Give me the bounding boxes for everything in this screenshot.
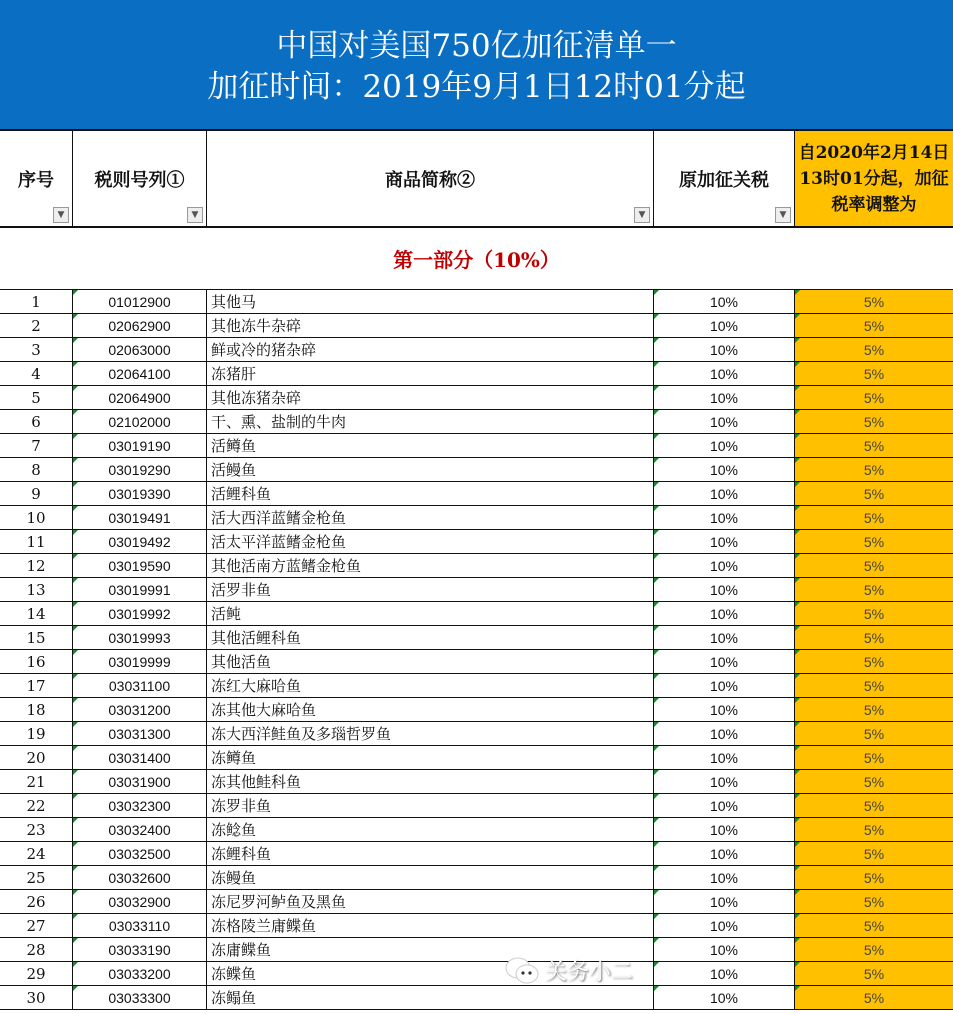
orig-tariff-cell[interactable]: 10% (654, 554, 795, 577)
name-cell[interactable]: 冻其他大麻哈鱼 (207, 698, 654, 721)
name-cell[interactable]: 干、熏、盐制的牛肉 (207, 410, 654, 433)
table-body (0, 290, 953, 1010)
filter-dropdown-icon[interactable]: ▼ (53, 207, 69, 223)
name-cell[interactable]: 冻猪肝 (207, 362, 654, 385)
seq-cell[interactable]: 13 (0, 578, 73, 601)
adjusted-tariff-cell[interactable]: 5% (795, 794, 953, 817)
adjusted-tariff-cell[interactable]: 5% (795, 338, 953, 361)
adjusted-tariff-cell[interactable]: 5% (795, 626, 953, 649)
adjusted-tariff-cell[interactable]: 5% (795, 674, 953, 697)
seq-cell[interactable]: 30 (0, 986, 73, 1009)
header-adjusted-tariff (795, 131, 953, 226)
header-label: 自2020年2月14日13时01分起，加征税率调整为 (798, 142, 950, 215)
table-row (0, 746, 953, 770)
code-cell[interactable]: 03019491 (73, 506, 207, 529)
code-cell[interactable]: 03033300 (73, 986, 207, 1009)
orig-tariff-cell[interactable]: 10% (654, 842, 795, 865)
name-cell[interactable]: 活大西洋蓝鳍金枪鱼 (207, 506, 654, 529)
code-cell[interactable]: 03032400 (73, 818, 207, 841)
sheet-title (0, 0, 953, 131)
seq-cell[interactable]: 11 (0, 530, 73, 553)
adjusted-tariff-cell[interactable]: 5% (795, 746, 953, 769)
seq-cell[interactable]: 24 (0, 842, 73, 865)
code-cell[interactable]: 03033110 (73, 914, 207, 937)
table-row (0, 410, 953, 434)
adjusted-tariff-cell[interactable]: 5% (795, 770, 953, 793)
adjusted-tariff-cell[interactable]: 5% (795, 842, 953, 865)
name-cell[interactable]: 冻鳗鱼 (207, 866, 654, 889)
seq-cell[interactable]: 6 (0, 410, 73, 433)
orig-tariff-cell[interactable]: 10% (654, 314, 795, 337)
header-label: 商品简称② (385, 169, 475, 191)
name-cell[interactable]: 冻红大麻哈鱼 (207, 674, 654, 697)
seq-cell[interactable]: 21 (0, 770, 73, 793)
seq-cell[interactable]: 26 (0, 890, 73, 913)
adjusted-tariff-cell[interactable]: 5% (795, 722, 953, 745)
code-cell[interactable]: 02102000 (73, 410, 207, 433)
seq-cell[interactable]: 20 (0, 746, 73, 769)
name-cell[interactable]: 冻鳎鱼 (207, 986, 654, 1009)
table-row (0, 434, 953, 458)
code-cell[interactable]: 03019492 (73, 530, 207, 553)
name-cell[interactable]: 冻大西洋鲑鱼及多瑙哲罗鱼 (207, 722, 654, 745)
adjusted-tariff-cell[interactable]: 5% (795, 482, 953, 505)
code-cell[interactable]: 03031400 (73, 746, 207, 769)
code-cell[interactable]: 01012900 (73, 290, 207, 313)
code-cell[interactable]: 03033190 (73, 938, 207, 961)
code-cell[interactable]: 03032900 (73, 890, 207, 913)
seq-cell[interactable]: 15 (0, 626, 73, 649)
orig-tariff-cell[interactable]: 10% (654, 626, 795, 649)
table-row (0, 338, 953, 362)
seq-cell[interactable]: 16 (0, 650, 73, 673)
header-label: 税则号列① (94, 169, 185, 191)
adjusted-tariff-cell[interactable]: 5% (795, 650, 953, 673)
table-row (0, 554, 953, 578)
seq-cell[interactable]: 5 (0, 386, 73, 409)
table-row (0, 362, 953, 386)
orig-tariff-cell[interactable]: 10% (654, 530, 795, 553)
seq-cell[interactable]: 17 (0, 674, 73, 697)
code-cell[interactable]: 03031300 (73, 722, 207, 745)
name-cell[interactable]: 冻鲤科鱼 (207, 842, 654, 865)
adjusted-tariff-cell[interactable]: 5% (795, 530, 953, 553)
name-cell[interactable]: 活鲤科鱼 (207, 482, 654, 505)
adjusted-tariff-cell[interactable]: 5% (795, 818, 953, 841)
name-cell[interactable]: 冻罗非鱼 (207, 794, 654, 817)
table-row (0, 818, 953, 842)
name-cell[interactable]: 活鲀 (207, 602, 654, 625)
name-cell[interactable]: 冻鲽鱼 (207, 962, 654, 985)
table-row (0, 890, 953, 914)
seq-cell[interactable]: 25 (0, 866, 73, 889)
orig-tariff-cell[interactable]: 10% (654, 482, 795, 505)
name-cell[interactable]: 其他活鱼 (207, 650, 654, 673)
table-row (0, 650, 953, 674)
adjusted-tariff-cell[interactable]: 5% (795, 290, 953, 313)
code-cell[interactable]: 03019390 (73, 482, 207, 505)
seq-cell[interactable]: 3 (0, 338, 73, 361)
orig-tariff-cell[interactable]: 10% (654, 866, 795, 889)
table-row (0, 698, 953, 722)
name-cell[interactable]: 其他活鲤科鱼 (207, 626, 654, 649)
orig-tariff-cell[interactable]: 10% (654, 506, 795, 529)
orig-tariff-cell[interactable]: 10% (654, 410, 795, 433)
orig-tariff-cell[interactable]: 10% (654, 770, 795, 793)
table-row (0, 866, 953, 890)
orig-tariff-cell[interactable]: 10% (654, 362, 795, 385)
name-cell[interactable]: 冻庸鲽鱼 (207, 938, 654, 961)
adjusted-tariff-cell[interactable]: 5% (795, 914, 953, 937)
header-orig-tariff (654, 131, 795, 226)
title-line-2: 加征时间：2019年9月1日12时01分起 (207, 69, 746, 105)
table-row (0, 602, 953, 626)
table-row (0, 722, 953, 746)
seq-cell[interactable]: 9 (0, 482, 73, 505)
code-cell[interactable]: 03019290 (73, 458, 207, 481)
orig-tariff-cell[interactable]: 10% (654, 338, 795, 361)
seq-cell[interactable]: 14 (0, 602, 73, 625)
orig-tariff-cell[interactable]: 10% (654, 986, 795, 1009)
code-cell[interactable]: 03032500 (73, 842, 207, 865)
adjusted-tariff-cell[interactable]: 5% (795, 314, 953, 337)
adjusted-tariff-cell[interactable]: 5% (795, 986, 953, 1009)
orig-tariff-cell[interactable]: 10% (654, 914, 795, 937)
adjusted-tariff-cell[interactable]: 5% (795, 458, 953, 481)
table-row (0, 986, 953, 1010)
adjusted-tariff-cell[interactable]: 5% (795, 602, 953, 625)
name-cell[interactable]: 其他马 (207, 290, 654, 313)
seq-cell[interactable]: 4 (0, 362, 73, 385)
adjusted-tariff-cell[interactable]: 5% (795, 434, 953, 457)
code-cell[interactable]: 03032600 (73, 866, 207, 889)
adjusted-tariff-cell[interactable]: 5% (795, 386, 953, 409)
orig-tariff-cell[interactable]: 10% (654, 650, 795, 673)
seq-cell[interactable]: 7 (0, 434, 73, 457)
adjusted-tariff-cell[interactable]: 5% (795, 578, 953, 601)
code-cell[interactable]: 03032300 (73, 794, 207, 817)
table-row (0, 674, 953, 698)
filter-dropdown-icon[interactable]: ▼ (634, 207, 650, 223)
table-row (0, 914, 953, 938)
header-row (0, 131, 953, 228)
code-cell[interactable]: 02064100 (73, 362, 207, 385)
tariff-table (0, 131, 953, 1010)
seq-cell[interactable]: 19 (0, 722, 73, 745)
table-row (0, 842, 953, 866)
code-cell[interactable]: 03031100 (73, 674, 207, 697)
filter-dropdown-icon[interactable]: ▼ (775, 207, 791, 223)
code-cell[interactable]: 02064900 (73, 386, 207, 409)
orig-tariff-cell[interactable]: 10% (654, 938, 795, 961)
table-row (0, 962, 953, 986)
table-row (0, 794, 953, 818)
table-row (0, 386, 953, 410)
code-cell[interactable]: 03031900 (73, 770, 207, 793)
table-row (0, 482, 953, 506)
table-row (0, 314, 953, 338)
code-cell[interactable]: 03019992 (73, 602, 207, 625)
name-cell[interactable]: 活鳗鱼 (207, 458, 654, 481)
seq-cell[interactable]: 27 (0, 914, 73, 937)
code-cell[interactable]: 03033200 (73, 962, 207, 985)
name-cell[interactable]: 其他冻牛杂碎 (207, 314, 654, 337)
adjusted-tariff-cell[interactable]: 5% (795, 362, 953, 385)
code-cell[interactable]: 02062900 (73, 314, 207, 337)
orig-tariff-cell[interactable]: 10% (654, 290, 795, 313)
name-cell[interactable]: 其他冻猪杂碎 (207, 386, 654, 409)
name-cell[interactable]: 活太平洋蓝鳍金枪鱼 (207, 530, 654, 553)
orig-tariff-cell[interactable]: 10% (654, 602, 795, 625)
adjusted-tariff-cell[interactable]: 5% (795, 962, 953, 985)
code-cell[interactable]: 03019991 (73, 578, 207, 601)
seq-cell[interactable]: 18 (0, 698, 73, 721)
seq-cell[interactable]: 2 (0, 314, 73, 337)
orig-tariff-cell[interactable]: 10% (654, 890, 795, 913)
orig-tariff-cell[interactable]: 10% (654, 722, 795, 745)
adjusted-tariff-cell[interactable]: 5% (795, 698, 953, 721)
code-cell[interactable]: 03019999 (73, 650, 207, 673)
orig-tariff-cell[interactable]: 10% (654, 818, 795, 841)
seq-cell[interactable]: 29 (0, 962, 73, 985)
seq-cell[interactable]: 10 (0, 506, 73, 529)
name-cell[interactable]: 冻格陵兰庸鲽鱼 (207, 914, 654, 937)
table-row (0, 530, 953, 554)
adjusted-tariff-cell[interactable]: 5% (795, 938, 953, 961)
orig-tariff-cell[interactable]: 10% (654, 746, 795, 769)
name-cell[interactable]: 其他活南方蓝鳍金枪鱼 (207, 554, 654, 577)
code-cell[interactable]: 03019993 (73, 626, 207, 649)
filter-dropdown-icon[interactable]: ▼ (187, 207, 203, 223)
code-cell[interactable]: 02063000 (73, 338, 207, 361)
name-cell[interactable]: 活鳟鱼 (207, 434, 654, 457)
adjusted-tariff-cell[interactable]: 5% (795, 506, 953, 529)
code-cell[interactable]: 03019590 (73, 554, 207, 577)
table-row (0, 770, 953, 794)
table-row (0, 458, 953, 482)
header-name (207, 131, 654, 226)
orig-tariff-cell[interactable]: 10% (654, 674, 795, 697)
adjusted-tariff-cell[interactable]: 5% (795, 410, 953, 433)
table-row (0, 290, 953, 314)
header-label: 序号 (18, 169, 54, 191)
table-row (0, 626, 953, 650)
code-cell[interactable]: 03019190 (73, 434, 207, 457)
table-row (0, 506, 953, 530)
table-row (0, 578, 953, 602)
name-cell[interactable]: 冻鲶鱼 (207, 818, 654, 841)
wechat-icon (505, 957, 539, 985)
watermark (505, 955, 633, 986)
header-label: 原加征关税 (679, 169, 769, 191)
name-cell[interactable]: 冻其他鲑科鱼 (207, 770, 654, 793)
seq-cell[interactable]: 1 (0, 290, 73, 313)
name-cell[interactable]: 鲜或冷的猪杂碎 (207, 338, 654, 361)
seq-cell[interactable]: 28 (0, 938, 73, 961)
orig-tariff-cell[interactable]: 10% (654, 794, 795, 817)
title-line-1: 中国对美国750亿加征清单一 (276, 28, 677, 64)
header-seq (0, 131, 73, 226)
section-heading: 第一部分（10%） (0, 228, 953, 290)
header-code (73, 131, 207, 226)
table-row (0, 938, 953, 962)
orig-tariff-cell[interactable]: 10% (654, 578, 795, 601)
seq-cell[interactable]: 8 (0, 458, 73, 481)
seq-cell[interactable]: 22 (0, 794, 73, 817)
orig-tariff-cell[interactable]: 10% (654, 698, 795, 721)
name-cell[interactable]: 冻鳟鱼 (207, 746, 654, 769)
name-cell[interactable]: 冻尼罗河鲈鱼及黑鱼 (207, 890, 654, 913)
adjusted-tariff-cell[interactable]: 5% (795, 890, 953, 913)
seq-cell[interactable]: 12 (0, 554, 73, 577)
code-cell[interactable]: 03031200 (73, 698, 207, 721)
orig-tariff-cell[interactable]: 10% (654, 386, 795, 409)
orig-tariff-cell[interactable]: 10% (654, 434, 795, 457)
name-cell[interactable]: 活罗非鱼 (207, 578, 654, 601)
seq-cell[interactable]: 23 (0, 818, 73, 841)
orig-tariff-cell[interactable]: 10% (654, 458, 795, 481)
watermark-text: 关务小二 (545, 960, 634, 985)
adjusted-tariff-cell[interactable]: 5% (795, 866, 953, 889)
orig-tariff-cell[interactable]: 10% (654, 962, 795, 985)
adjusted-tariff-cell[interactable]: 5% (795, 554, 953, 577)
